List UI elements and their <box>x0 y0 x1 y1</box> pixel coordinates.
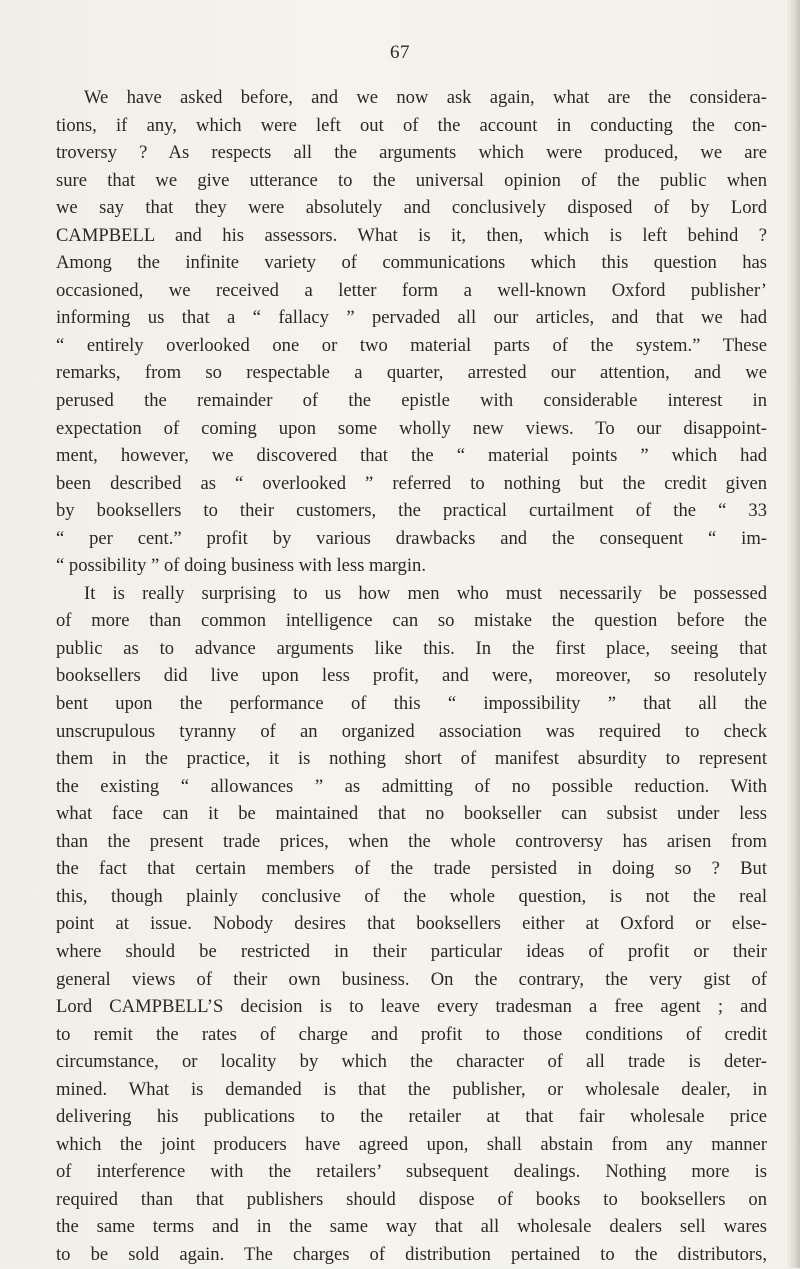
body-text <box>56 84 767 1269</box>
text-line: we say that they were absolutely and conclusively disposed of by Lord <box>56 197 767 219</box>
text-line: of more than common intelligence can so mistake the question before the <box>56 610 767 632</box>
text-line: remarks, from so respectable a quarter, arrested our attention, and we <box>56 362 767 384</box>
text-line: the existing “ allowances ” as admitting of no possible reduction. With <box>56 775 767 797</box>
text-line: mined. What is demanded is that the publisher, or wholesale dealer, in <box>56 1078 767 1100</box>
text-line: been described as “ overlooked ” referred to nothing but the credit given <box>56 472 767 494</box>
text-line: Lord CAMPBELL’S decision is to leave every tradesman a free agent ; and <box>56 996 767 1018</box>
text-line: “ possibility ” of doing business with less margin. <box>56 555 426 577</box>
text-line: by booksellers to their customers, the practical curtailment of the “ 33 <box>56 500 767 522</box>
text-line: occasioned, we received a letter form a well-known Oxford publisher’ <box>56 279 767 301</box>
text-line: circumstance, or locality by which the character of all trade is deter- <box>56 1051 767 1073</box>
text-line: “ per cent.” profit by various drawbacks and the consequent “ im- <box>56 527 767 549</box>
page-number: 67 <box>390 42 410 63</box>
text-line: which the joint producers have agreed upon, shall abstain from any manner <box>56 1133 767 1155</box>
text-line: perused the remainder of the epistle with considerable interest in <box>56 390 767 412</box>
text-line: general views of their own business. On the contrary, the very gist of <box>56 968 767 990</box>
text-line: what face can it be maintained that no bookseller can subsist under less <box>56 803 767 825</box>
text-line: sure that we give utterance to the universal opinion of the public when <box>56 169 767 191</box>
text-line: them in the practice, it is nothing short of manifest absurdity to represent <box>56 748 767 770</box>
text-line: CAMPBELL and his assessors. What is it, then, which is left behind ? <box>56 224 767 246</box>
text-line: required than that publishers should dispose of books to booksellers on <box>56 1188 767 1210</box>
text-line: to remit the rates of charge and profit to those conditions of credit <box>56 1023 767 1045</box>
text-line: tions, if any, which were left out of the account in conducting the con- <box>56 114 767 136</box>
text-line: than the present trade prices, when the whole controversy has arisen from <box>56 830 767 852</box>
text-line: delivering his publications to the retailer at that fair wholesale price <box>56 1106 767 1128</box>
page-edge-shadow <box>786 0 800 1268</box>
text-line: of interference with the retailers’ subsequent dealings. Nothing more is <box>56 1161 767 1183</box>
text-line: “ entirely overlooked one or two material parts of the system.” These <box>56 334 767 356</box>
text-line: public as to advance arguments like this. In the first place, seeing that <box>56 637 767 659</box>
text-line: booksellers did live upon less profit, and were, moreover, so resolutely <box>56 665 767 687</box>
text-line: this, though plainly conclusive of the whole question, is not the real <box>56 885 767 907</box>
text-line: troversy ? As respects all the arguments which were produced, we are <box>56 142 767 164</box>
text-line: It is really surprising to us how men who must necessarily be possessed <box>84 582 767 604</box>
text-line: expectation of coming upon some wholly new views. To our disappoint- <box>56 417 767 439</box>
text-line: to be sold again. The charges of distribution pertained to the distributors, <box>56 1243 767 1265</box>
text-line: the fact that certain members of the trade persisted in doing so ? But <box>56 858 767 880</box>
text-line: We have asked before, and we now ask again, what are the considera- <box>84 87 767 108</box>
text-line: informing us that a “ fallacy ” pervaded all our articles, and that we had <box>56 307 767 329</box>
text-line: the same terms and in the same way that all wholesale dealers sell wares <box>56 1216 767 1238</box>
text-line: point at issue. Nobody desires that booksellers either at Oxford or else- <box>56 913 767 935</box>
text-line: ment, however, we discovered that the “ material points ” which had <box>56 445 767 467</box>
text-line: unscrupulous tyranny of an organized association was required to check <box>56 720 767 742</box>
text-line: where should be restricted in their particular ideas of profit or their <box>56 940 767 962</box>
text-line: bent upon the performance of this “ impossibility ” that all the <box>56 693 767 715</box>
text-line: Among the infinite variety of communications which this question has <box>56 252 767 274</box>
